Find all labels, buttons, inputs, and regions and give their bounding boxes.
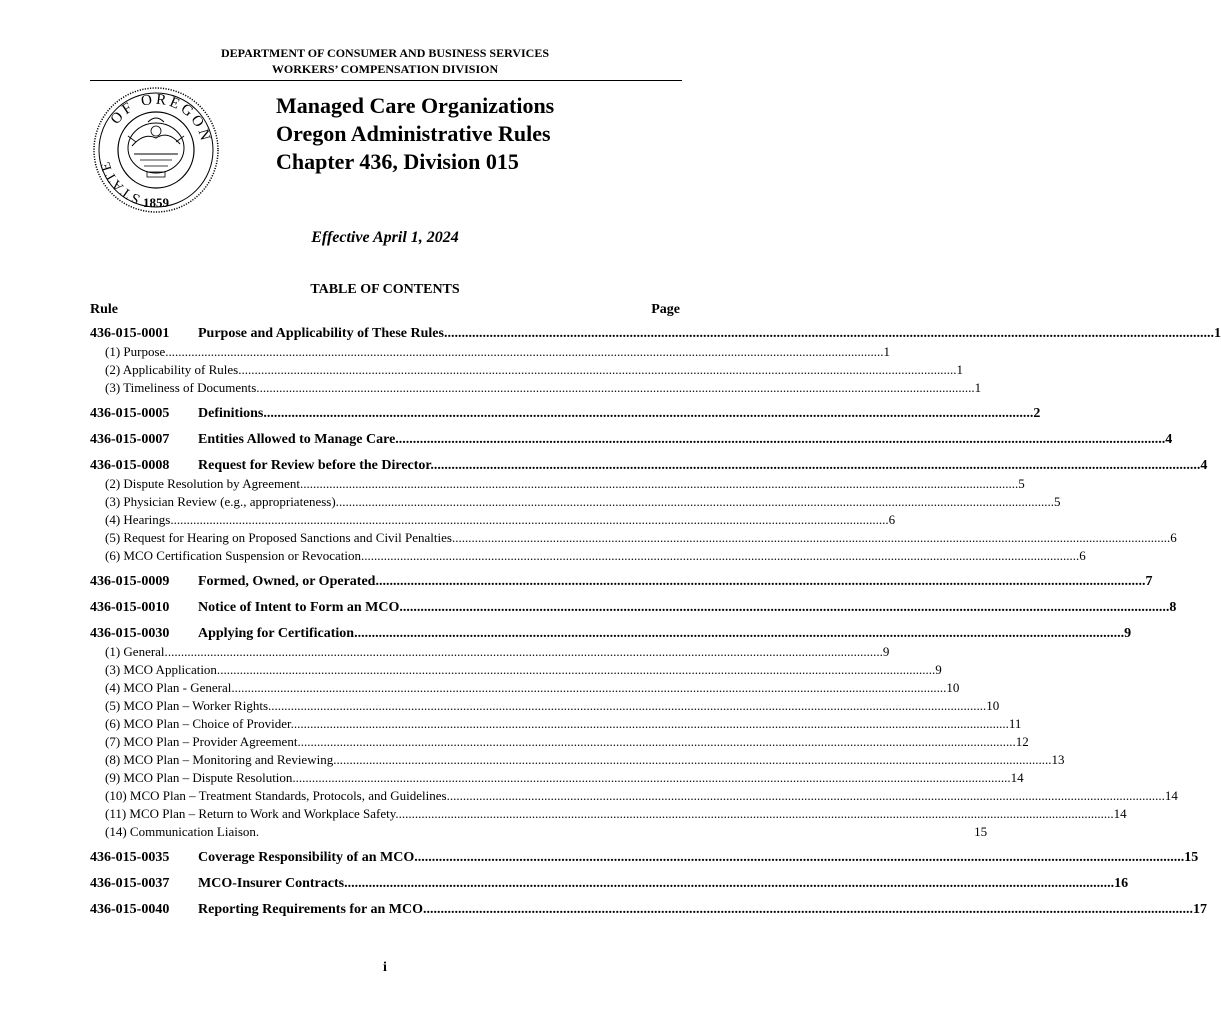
toc-rule-page: 16 [1114, 876, 1129, 891]
toc-subsection-title: (1) Purpose. [105, 344, 169, 359]
toc-subsection-page: 1 [956, 362, 963, 377]
seal-year: 1859 [143, 195, 169, 210]
toc-subsection-title: (4) MCO Plan - General [105, 680, 232, 695]
toc-rule-page: 2 [1033, 406, 1041, 421]
toc-subsection-page: 14 [1010, 770, 1024, 785]
toc-subsection-page: 9 [935, 662, 942, 677]
effective-date: Effective April 1, 2024 [311, 229, 459, 246]
toc-subsection-title: (5) MCO Plan – Worker Rights. [105, 698, 272, 713]
toc-subsection-row: (4) MCO Plan - General............................................................................................................................................................................................................................ 10 [105, 680, 960, 695]
toc-subsection-title: (10) MCO Plan – Treatment Standards, Protocols, and Guidelines. [105, 788, 450, 803]
toc-rule-title: Reporting Requirements for an MCO [198, 902, 424, 917]
oregon-state-seal-icon [92, 86, 220, 214]
title-line-2: Oregon Administrative Rules [276, 121, 551, 146]
toc-subsection-page: 14 [1164, 788, 1178, 803]
toc-rule-number: 436-015-0008 [90, 458, 170, 473]
toc-subsection-row: (5) MCO Plan – Worker Rights............................................................................................................................................................................................................................. 10 [105, 698, 1000, 713]
toc-subsection-page: 5 [1018, 476, 1025, 491]
toc-rule-title: Applying for Certification [198, 626, 355, 641]
toc-subsection-title: (2) Dispute Resolution by Agreement. [105, 476, 304, 491]
toc-rule-page: 9 [1124, 626, 1132, 641]
table-of-contents [90, 325, 1221, 919]
toc-rule-title: Entities Allowed to Manage Care [198, 432, 396, 447]
toc-rule-row: 436-015-0030 Applying for Certification............................................................................................................................................................................................................................ 9 [90, 626, 1132, 641]
toc-subsection-title: (8) MCO Plan – Monitoring and Reviewing. [105, 752, 337, 767]
toc-subsection-title: (14) Communication Liaison. [105, 824, 260, 839]
toc-subsection-title: (4) Hearings. [105, 512, 174, 527]
toc-rule-title: Coverage Responsibility of an MCO [198, 850, 415, 865]
toc-rule-title: Purpose and Applicability of These Rules [198, 326, 444, 341]
title-line-1: Managed Care Organizations [276, 93, 555, 118]
toc-subsection-page: 6 [1079, 548, 1086, 563]
toc-subsection-title: (9) MCO Plan – Dispute Resolution. [105, 770, 296, 785]
toc-rule-row: 436-015-0035 Coverage Responsibility of an MCO............................................................................................................................................................................................................................ 15 [90, 850, 1199, 865]
toc-subsection-row: (3) Physician Review (e.g., appropriateness)............................................................................................................................................................................................................................. 5 [105, 494, 1061, 509]
toc-subsection-row: (2) Applicability of Rules............................................................................................................................................................................................................................. 1 [105, 362, 963, 377]
toc-rule-number: 436-015-0030 [90, 626, 170, 641]
toc-subsection-row: (4) Hearings............................................................................................................................................................................................................................. 6 [105, 512, 896, 527]
toc-rule-page: 15 [1184, 850, 1199, 865]
toc-rule-row: 436-015-0040 Reporting Requirements for an MCO............................................................................................................................................................................................................................ 17 [90, 902, 1208, 917]
toc-rule-page: 1 [1213, 326, 1221, 341]
toc-subsection-row: (9) MCO Plan – Dispute Resolution............................................................................................................................................................................................................................. 14 [105, 770, 1024, 785]
toc-subsection-page: 1 [974, 380, 982, 395]
toc-subsection-row: (1) General............................................................................................................................................................................................................................. 9 [105, 644, 890, 659]
document-title [276, 92, 554, 176]
page-number: i [383, 960, 387, 975]
agency-header [90, 45, 680, 77]
agency-division: WORKERS’ COMPENSATION DIVISION [271, 62, 499, 76]
toc-subsection-page: 5 [1053, 494, 1061, 509]
toc-subsection-row: (11) MCO Plan – Return to Work and Workplace Safety............................................................................................................................................................................................................................. 14 [105, 806, 1127, 821]
toc-subsection-title: (5) Request for Hearing on Proposed Sanctions and Civil Penalties. [105, 530, 456, 545]
toc-rule-row: 436-015-0001 Purpose and Applicability of These Rules............................................................................................................................................................................................................................ 1 [90, 326, 1221, 341]
toc-rule-number: 436-015-0040 [90, 902, 170, 917]
toc-rule-number: 436-015-0010 [90, 600, 170, 615]
toc-rule-number: 436-015-0001 [90, 326, 170, 341]
toc-rule-title: MCO-Insurer Contracts [198, 876, 345, 891]
toc-rule-page: 17 [1193, 902, 1208, 917]
agency-department: DEPARTMENT OF CONSUMER AND BUSINESS SERVICES [221, 46, 549, 60]
toc-subsection-row: (6) MCO Plan – Choice of Provider............................................................................................................................................................................................................................. 11 [105, 716, 1022, 731]
toc-subsection-row: (7) MCO Plan – Provider Agreement............................................................................................................................................................................................................................. 12 [105, 734, 1029, 749]
seal-left-text: STATE [97, 158, 143, 207]
toc-subsection-page: 9 [882, 644, 890, 659]
toc-rule-row: 436-015-0007 Entities Allowed to Manage Care............................................................................................................................................................................................................................ 4 [90, 432, 1173, 447]
toc-rule-row: 436-015-0008 Request for Review before the Director............................................................................................................................................................................................................................ 4 [90, 458, 1208, 473]
toc-subsection-page: 12 [1015, 734, 1029, 749]
toc-rule-page: 7 [1145, 574, 1153, 589]
toc-rule-title: Definitions [198, 406, 264, 421]
toc-col-rule: Rule [90, 302, 118, 317]
toc-subsection-row: (2) Dispute Resolution by Agreement............................................................................................................................................................................................................................. 5 [105, 476, 1025, 491]
toc-heading: TABLE OF CONTENTS [310, 282, 460, 297]
toc-rule-title: Formed, Owned, or Operated [198, 574, 376, 589]
toc-rule-page: 4 [1165, 432, 1173, 447]
toc-subsection-row [90, 823, 988, 841]
toc-subsection-page: 1 [883, 344, 891, 359]
toc-subsection-row: (1) Purpose............................................................................................................................................................................................................................. 1 [105, 344, 891, 359]
toc-subsection-title: (11) MCO Plan – Return to Work and Workplace Safety. [105, 806, 399, 821]
toc-subsection-row: (10) MCO Plan – Treatment Standards, Protocols, and Guidelines............................................................................................................................................................................................................................. 14 [105, 788, 1178, 803]
toc-rule-number: 436-015-0007 [90, 432, 170, 447]
toc-rule-number: 436-015-0009 [90, 574, 170, 589]
toc-subsection-row: (3) Timeliness of Documents............................................................................................................................................................................................................................. 1 [105, 380, 982, 395]
toc-subsection-page: 13 [1051, 752, 1065, 767]
toc-subsection-page: 6 [888, 512, 896, 527]
toc-subsection-title: (6) MCO Certification Suspension or Revocation. [105, 548, 365, 563]
toc-subsection-title: (2) Applicability of Rules. [105, 362, 242, 377]
svg-text:OF OREGON [108, 92, 214, 146]
toc-rule-page: 4 [1200, 458, 1208, 473]
toc-subsection-title: (7) MCO Plan – Provider Agreement. [105, 734, 301, 749]
toc-rule-row: 436-015-0009 Formed, Owned, or Operated............................................................................................................................................................................................................................ 7 [90, 574, 1153, 589]
toc-subsection-page: 10 [946, 680, 960, 695]
seal-top-text: OF OREGON [107, 91, 214, 146]
toc-subsection-title: (3) MCO Application. [105, 662, 221, 677]
toc-subsection-row: (5) Request for Hearing on Proposed Sanctions and Civil Penalties............................................................................................................................................................................................................................. 6 [105, 530, 1177, 545]
toc-rule-row: 436-015-0005 Definitions............................................................................................................................................................................................................................ 2 [90, 406, 1041, 421]
toc-col-page: Page [651, 302, 680, 317]
toc-subsection-page: 10 [986, 698, 1000, 713]
toc-subsection-row: (3) MCO Application............................................................................................................................................................................................................................. 9 [105, 662, 942, 677]
toc-rule-number: 436-015-0005 [90, 406, 170, 421]
toc-subsection-title: (3) Physician Review (e.g., appropriateness). [105, 494, 339, 509]
toc-subsection-title: (6) MCO Plan – Choice of Provider. [105, 716, 294, 731]
toc-rule-number: 436-015-0035 [90, 850, 170, 865]
toc-subsection-title: (1) General. [105, 644, 168, 659]
toc-subsection-page: 11 [1008, 716, 1022, 731]
toc-subsection-page: 15 [974, 824, 988, 839]
toc-rule-title: Request for Review before the Director [198, 458, 431, 473]
header-divider [90, 80, 682, 81]
toc-rule-row: 436-015-0010 Notice of Intent to Form an MCO............................................................................................................................................................................................................................ 8 [90, 600, 1177, 615]
toc-rule-row: 436-015-0037 MCO-Insurer Contracts............................................................................................................................................................................................................................ 16 [90, 876, 1129, 891]
toc-subsection-row: (6) MCO Certification Suspension or Revocation............................................................................................................................................................................................................................. 6 [105, 548, 1086, 563]
toc-rule-title: Notice of Intent to Form an MCO [198, 600, 400, 615]
toc-subsection-page: 14 [1113, 806, 1127, 821]
title-line-3: Chapter 436, Division 015 [276, 149, 519, 174]
toc-rule-page: 8 [1169, 600, 1177, 615]
toc-subsection-title: (3) Timeliness of Documents. [105, 380, 260, 395]
toc-rule-number: 436-015-0037 [90, 876, 170, 891]
toc-subsection-page: 6 [1170, 530, 1177, 545]
toc-subsection-row: (8) MCO Plan – Monitoring and Reviewing............................................................................................................................................................................................................................. 13 [105, 752, 1065, 767]
